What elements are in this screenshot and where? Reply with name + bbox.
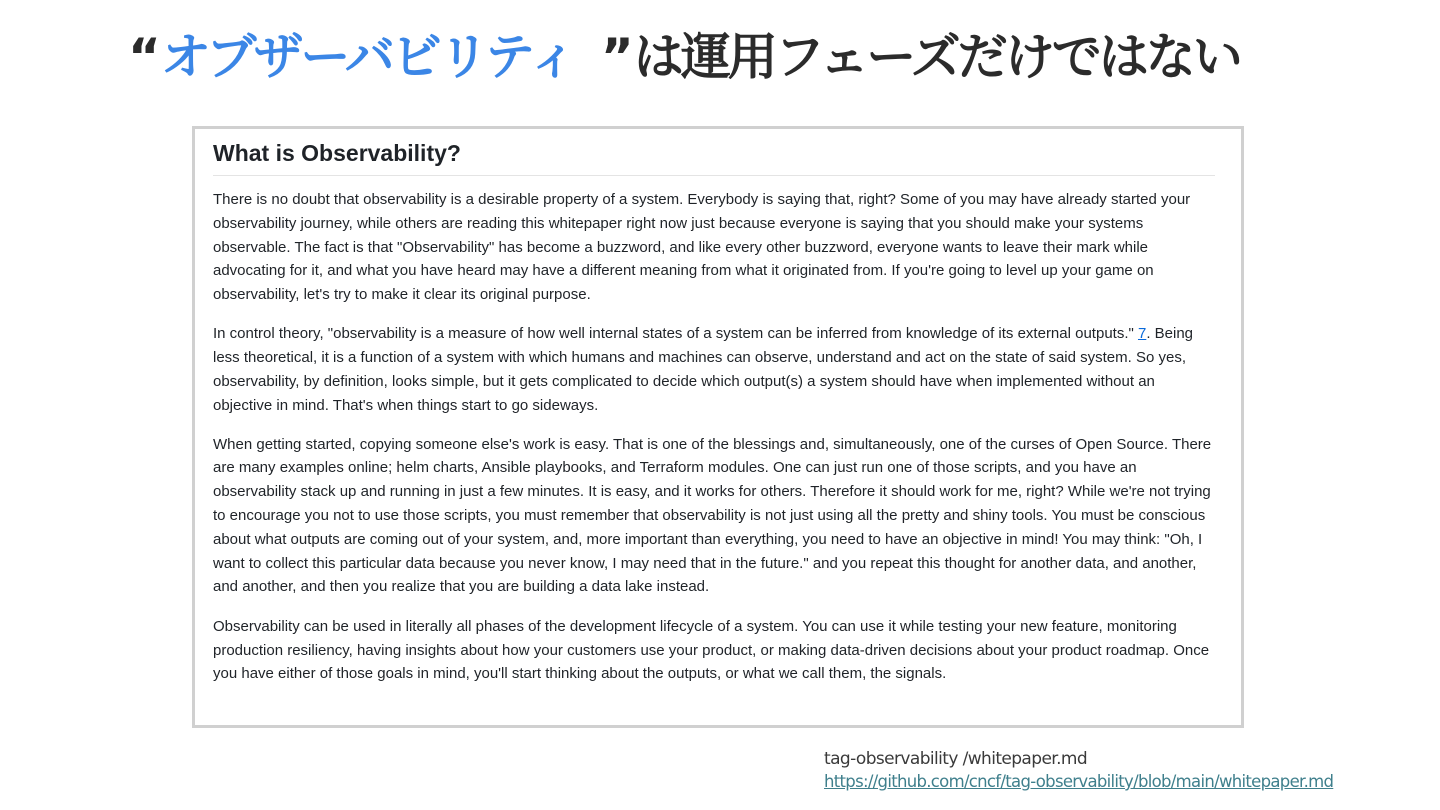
source-label: tag-observability /whitepaper.md bbox=[824, 749, 1088, 769]
paragraph-2-after-link: . Being less theoretical, it is a function of a system with which humans and machines can observe, understand and act on the state of said system. So yes, observability, by definition, looks simple, but it gets complicated to decide which output(s) a system should have when implemented without an objective in mind. That's when things start to go sideways. bbox=[213, 325, 1194, 414]
title-accent-term: オブザーバビリティ bbox=[160, 28, 575, 86]
document-heading: What is Observability? bbox=[213, 135, 1215, 176]
title-open-quote: “ bbox=[128, 28, 161, 86]
document-screenshot bbox=[192, 126, 1244, 728]
paragraph-2 bbox=[213, 322, 1215, 417]
paragraph-4: Observability can be used in literally all phases of the development lifecycle of a system. You can use it while testing your new feature, monitoring production resiliency, having insights about how your customers use your product, or making data-driven decisions about your product roadmap. Once you have either of those goals in mind, you'll start thinking about the outputs, or what we call them, the signals. bbox=[213, 617, 1210, 683]
reference-link-7[interactable]: 7 bbox=[1137, 325, 1147, 343]
document-body bbox=[213, 188, 1215, 702]
title-close-quote: ” bbox=[600, 28, 634, 86]
paragraph-2-before-link: In control theory, "observability is a measure of how well internal states of a system can be inferred from knowledge of its external outputs." bbox=[213, 325, 1138, 343]
title-rest: は運用フェーズだけではない bbox=[633, 28, 1240, 86]
paragraph-3: When getting started, copying someone else's work is easy. That is one of the blessings and, simultaneously, one of the curses of Open Source. There are many examples online; helm charts, Ansible playbooks, and Terraform modules. One can just run one of those scripts, and you have an observability stack up and running in just a few minutes. It is easy, and it works for others. Therefore it should work for me, right? While we're not trying to encourage you not to use those scripts, you must remember that observability is not just using all the pretty and shiny tools. You must be conscious about what outputs are coming out of your system, and, more important than everything, you need to have an objective in mind! You may think: "Oh, I want to collect this particular data because you never know, I may need that in the future." and you repeat this thought for another data, and another, and another, and then you realize that you are building a data lake instead. bbox=[213, 435, 1212, 596]
paragraph-1: There is no doubt that observability is a desirable property of a system. Everybody is saying that, right? Some of you may have already started your observability journey, while others are reading this whitepaper right now just because everyone is saying that you should make your systems observable. The fact is that "Observability" has become a buzzword, and like every other buzzword, everyone wants to leave their mark while advocating for it, and what you have heard may have a different meaning from what it originated from. If you're going to level up your game on observability, let's try to make it clear its original purpose. bbox=[213, 191, 1191, 304]
slide-title bbox=[128, 22, 1328, 92]
source-url-link[interactable]: https://github.com/cncf/tag-observability/blob/main/whitepaper.md bbox=[824, 772, 1334, 791]
